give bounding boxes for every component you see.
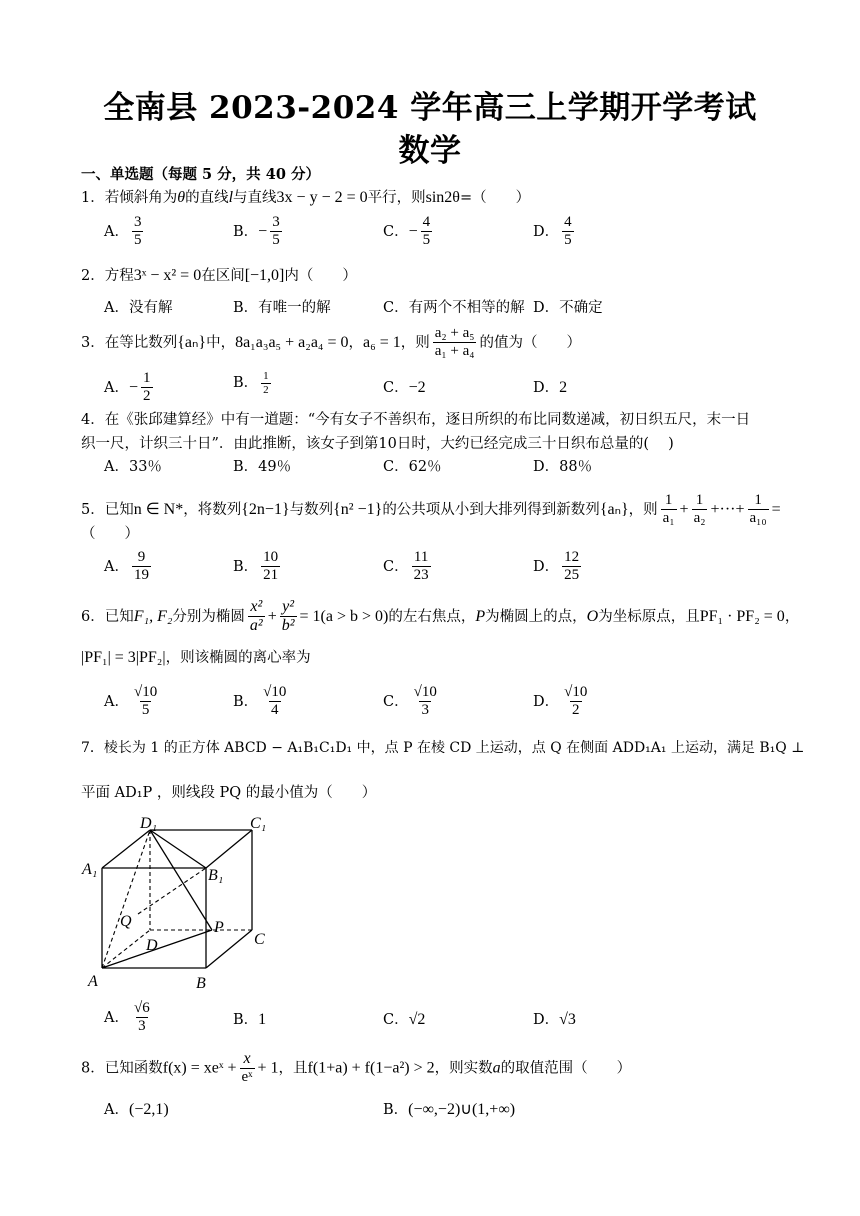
q1-option-d[interactable]: D． $\frac{4}{5}$ (533, 214, 572, 249)
question-5: 5．已知n ∈ N*，将数列{2n−1}与数列{n² −1}的公共项从小到大排列得到新数列{aₙ}，则 $\frac{1}{\text{a₁}}$ + $\frac{1}{\text{a₂}}$ +···+ $\frac{1}{\text{a₁₀}}$ = (81, 492, 781, 527)
q6-option-d[interactable]: D． $\frac{√10}{2}$ (533, 684, 588, 719)
hidden-edge-ad (102, 930, 150, 968)
fraction: $\frac{11}{23}$ (413, 549, 429, 584)
q3-option-d[interactable]: D．2 (533, 379, 568, 396)
q2-option-b[interactable]: B．有唯一的解 (233, 300, 331, 316)
hidden-segment-qb1 (138, 868, 206, 914)
segment-d1p (150, 830, 212, 930)
question-1: 1．若倾斜角为θ的直线l与直线3x − y − 2 = 0平行，则sin2θ=（ ） (81, 189, 531, 206)
question-4-line-2: 织一尺，计织三十日”．由此推断，该女子到第10日时，大约已经完成三十日织布总量的( ) (81, 436, 674, 452)
fraction: $\frac{1}{\text{a₁₀}}$ (749, 492, 767, 527)
label-c1: C₁ (250, 815, 267, 832)
fraction: $\frac{4}{5}$ (422, 214, 431, 249)
q4-option-a[interactable]: A．33％ (104, 459, 162, 475)
fraction: $\frac{10}{21}$ (263, 549, 279, 584)
question-6: 6．已知F₁, F₂分别为椭圆 $\frac{\text{x²}}{\text{a²}}$ + $\frac{\text{y²}}{\text{b²}}$ = 1(a > b > 0)的左右焦点，P为椭圆上的点，O为坐标原点，且PF₁ · PF₂ = 0， (81, 598, 800, 635)
label-b: B (196, 975, 206, 992)
question-6-line-2: |PF₁| = 3|PF₂|，则该椭圆的离心率为 (81, 649, 311, 666)
label-d1: D₁ (140, 815, 158, 832)
label-c: C (254, 931, 265, 948)
fraction: $\frac{\text{a₂ + a₅}}{\text{a₁ + a₄}}$ (434, 325, 475, 360)
fraction: $\frac{1}{\text{a₁}}$ (662, 492, 675, 527)
label-b1: B₁ (208, 867, 224, 884)
q5-option-a[interactable]: A． $\frac{9}{19}$ (104, 549, 149, 584)
q7-option-c[interactable]: C．√2 (383, 1011, 426, 1028)
fraction: $\frac{x}{\text{eˣ}}$ (241, 1050, 253, 1086)
q6-option-c[interactable]: C． $\frac{√10}{3}$ (383, 684, 437, 719)
question-7-line-1: 7．棱长为 1 的正方体 ABCD − A₁B₁C₁D₁ 中，点 P 在棱 CD 上运动，点 Q 在侧面 ADD₁A₁ 上运动，满足 B₁Q ⊥ (81, 740, 805, 756)
q2-option-d[interactable]: D．不确定 (533, 300, 603, 316)
question-5-line-2: （ ） (81, 526, 139, 542)
q2-option-c[interactable]: C．有两个不相等的解 (383, 300, 525, 316)
fraction: $\frac{√10}{4}$ (263, 684, 287, 719)
exam-title: 全南县 2023-2024 学年高三上学期开学考试 (103, 90, 757, 126)
q7-option-d[interactable]: D．√3 (533, 1011, 576, 1028)
exam-subject: 数学 (398, 133, 462, 169)
q4-option-c[interactable]: C．62％ (383, 459, 442, 475)
q8-option-b[interactable]: B．(−∞,−2)∪(1,+∞) (383, 1101, 516, 1118)
label-d: D (146, 937, 158, 954)
label-q: Q (120, 913, 132, 930)
hidden-segment-ad1 (102, 830, 150, 968)
edge-c1b1 (206, 830, 252, 868)
fraction: $\frac{1}{\text{a₂}}$ (693, 492, 706, 527)
fraction: $\frac{9}{19}$ (133, 549, 149, 584)
q4-option-d[interactable]: D．88％ (533, 459, 593, 475)
fraction: $\frac{3}{5}$ (133, 214, 142, 249)
edge-a1d1 (102, 830, 150, 868)
fraction: $\frac{1}{2}$ (143, 370, 151, 405)
question-4-line-1: 4．在《张邱建算经》中有一道题：“今有女子不善织布，逐日所织的布比同数递减，初日织五尺，末一日 (81, 412, 751, 428)
q7-option-b[interactable]: B．1 (233, 1011, 267, 1028)
fraction: $\frac{√6}{3}$ (133, 1000, 150, 1035)
q1-option-b[interactable]: B．− $\frac{3}{5}$ (233, 214, 280, 249)
q3-option-b[interactable]: B． $\frac{1}{2}$ (233, 370, 269, 396)
q1-option-a[interactable]: A． $\frac{3}{5}$ (104, 214, 142, 249)
section-heading: 一、单选题（每题 5 分，共 40 分） (81, 166, 320, 183)
fraction: $\frac{\text{y²}}{\text{b²}}$ (281, 598, 295, 635)
question-2: 2．方程3ˣ − x² = 0在区间[−1,0]内（ ） (81, 267, 357, 284)
fraction: $\frac{1}{2}$ (263, 370, 269, 396)
q8-option-a[interactable]: A．(−2,1) (104, 1101, 169, 1118)
label-a: A (88, 973, 98, 990)
fraction: $\frac{4}{5}$ (564, 214, 572, 249)
q3-option-c[interactable]: C．−2 (383, 379, 426, 396)
q7-option-a[interactable]: A． $\frac{√6}{3}$ (104, 1000, 150, 1035)
q6-option-a[interactable]: A． $\frac{√10}{5}$ (104, 684, 158, 719)
q3-option-a[interactable]: A．− $\frac{1}{2}$ (104, 370, 151, 405)
fraction: $\frac{\text{x²}}{\text{a²}}$ (249, 598, 263, 635)
q2-option-a[interactable]: A．没有解 (104, 300, 173, 316)
q6-option-b[interactable]: B． $\frac{√10}{4}$ (233, 684, 287, 719)
question-7-line-2: 平面 AD₁P ，则线段 PQ 的最小值为（ ） (81, 785, 377, 801)
cube-figure (80, 814, 280, 994)
question-3: 3．在等比数列{aₙ}中，8a₁a₃a₅ + a₂a₄ = 0，a₆ = 1，则 $\frac{\text{a₂ + a₅}}{\text{a₁ + a₄}}$ 的值为（ ） (81, 325, 581, 360)
label-p: P (214, 919, 224, 936)
label-a1: A₁ (82, 861, 98, 878)
fraction: $\frac{3}{5}$ (272, 214, 280, 249)
q5-option-d[interactable]: D． $\frac{12}{25}$ (533, 549, 580, 584)
q5-option-b[interactable]: B． $\frac{10}{21}$ (233, 549, 279, 584)
segment-d1b1 (150, 830, 206, 868)
q4-option-b[interactable]: B．49％ (233, 459, 292, 475)
fraction: $\frac{12}{25}$ (564, 549, 580, 584)
q1-option-c[interactable]: C．− $\frac{4}{5}$ (383, 214, 431, 249)
fraction: $\frac{√10}{5}$ (133, 684, 158, 719)
fraction: $\frac{√10}{3}$ (413, 684, 437, 719)
fraction: $\frac{√10}{2}$ (564, 684, 588, 719)
q5-option-c[interactable]: C． $\frac{11}{23}$ (383, 549, 429, 584)
question-8: 8．已知函数f(x) = xeˣ + $\frac{x}{\text{eˣ}}$ + 1，且f(1+a) + f(1−a²) > 2，则实数a的取值范围（ ） (81, 1050, 632, 1086)
edge-cb (206, 930, 252, 968)
